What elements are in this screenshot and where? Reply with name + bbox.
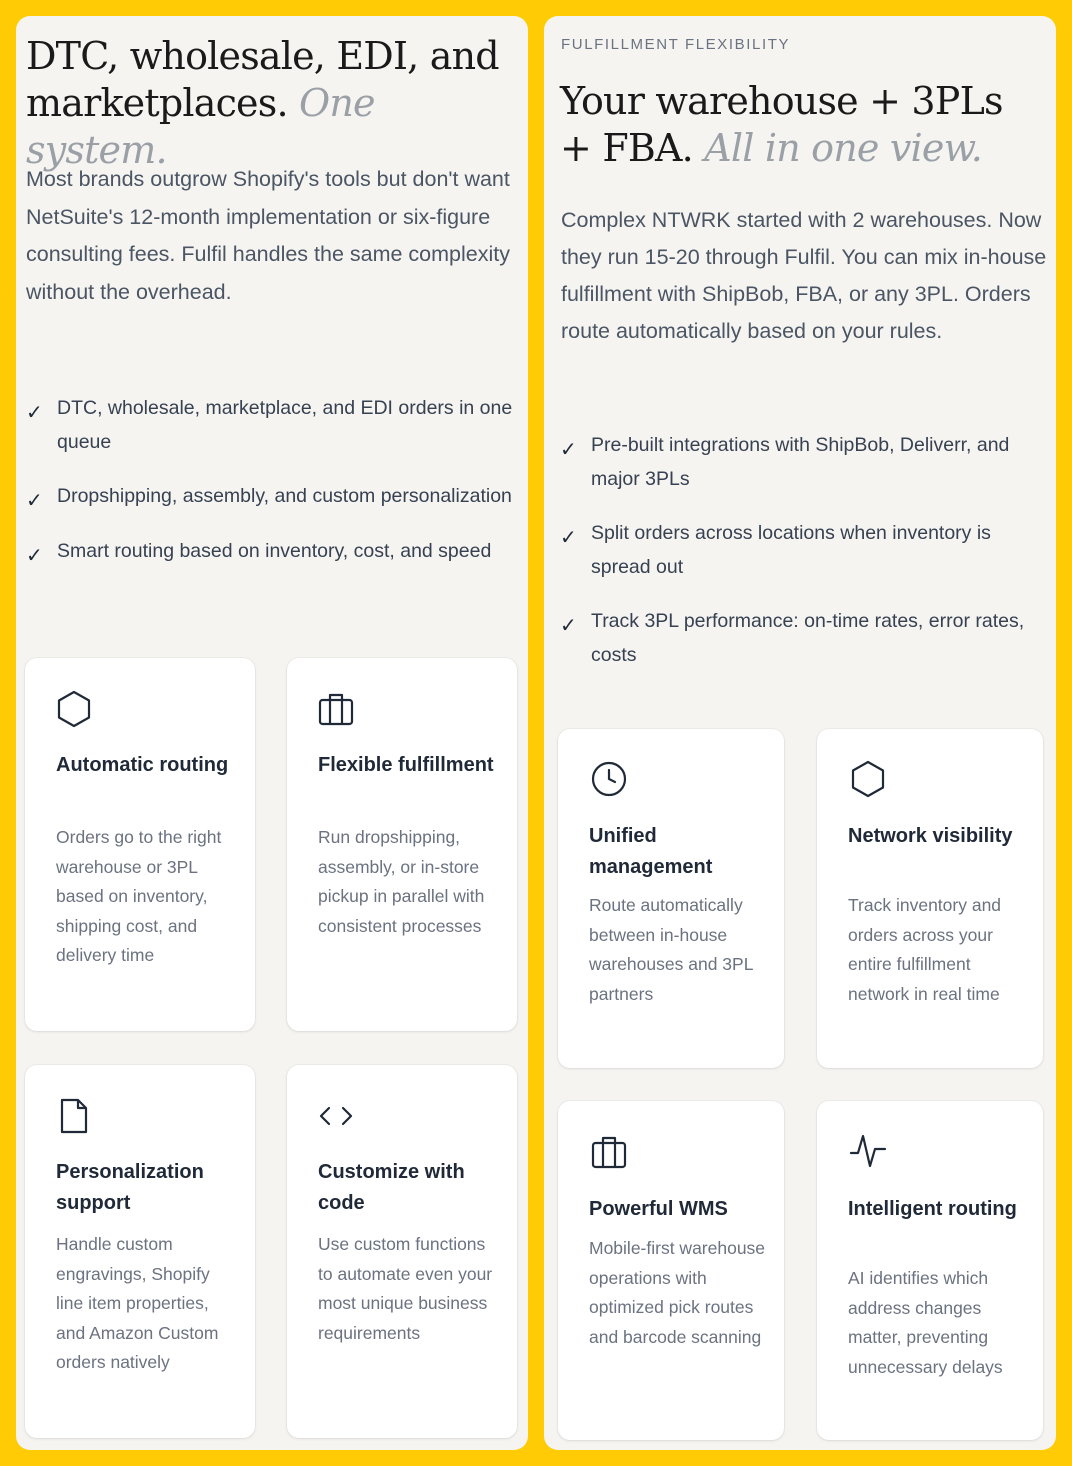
checklist-item: ✓ DTC, wholesale, marketplace, and EDI orders in one queue [26,397,513,453]
checklist-item: ✓ Pre-built integrations with ShipBob, Deliverr, and major 3PLs [560,434,1010,490]
feature-card-powerful-wms [558,1101,784,1440]
feature-card-customize-with-code [287,1065,517,1438]
check-icon: ✓ [560,437,577,461]
check-icon: ✓ [26,542,43,567]
right-lead: Complex NTWRK started with 2 warehouses. Now they run 15-20 through Fulfil. You can mix in-house fulfillment with ShipBob, FBA, or any 3PL. Orders route automatically based on your rules. [561,208,1047,343]
card-title: Automatic routing [56,754,229,776]
feature-card-network-visibility [817,729,1043,1068]
file-icon [54,1096,94,1136]
left-checklist [26,392,516,589]
card-description: Orders go to the right warehouse or 3PL based on inventory, shipping cost, and delivery time [56,827,222,965]
feature-card-flexible-fulfillment [287,658,517,1031]
card-title: Unified management [589,825,713,878]
feature-card-unified-management [558,729,784,1068]
left-heading-main: DTC, wholesale, EDI, and marketplaces. [26,34,499,125]
check-icon: ✓ [26,488,43,512]
card-description: Track inventory and orders across your entire fulfillment network in real time [848,895,1002,1004]
card-description: AI identifies which address changes matter, preventing unnecessary delays [848,1268,1003,1377]
checklist-item: ✓ Split orders across locations when inventory is spread out [560,522,991,578]
card-title: Intelligent routing [848,1198,1017,1220]
checklist-item: ✓ Dropshipping, assembly, and custom personalization [26,485,512,512]
feature-card-automatic-routing [25,658,255,1031]
card-description: Handle custom engravings, Shopify line item properties, and Amazon Custom orders natively [56,1234,219,1372]
section-eyebrow: FULFILLMENT FLEXIBILITY [561,36,791,53]
check-icon: ✓ [560,525,577,549]
clock-icon [589,759,629,799]
feature-card-personalization-support [25,1065,255,1438]
card-description: Mobile-first warehouse operations with optimized pick routes and barcode scanning [589,1238,766,1347]
card-title: Personalization support [56,1161,204,1214]
right-heading [560,78,1030,172]
code-icon [316,1096,356,1136]
checklist-item: ✓ Smart routing based on inventory, cost, and speed [26,539,492,567]
right-checklist [560,429,1050,693]
hexagon-icon [848,759,888,799]
left-lead: Most brands outgrow Shopify's tools but don't want NetSuite's 12-month implementation or six-figure consulting fees. Fulfil handles the same complexity without the overhead. [26,167,510,304]
card-title: Powerful WMS [589,1198,728,1220]
briefcase-icon [589,1132,629,1172]
briefcase-icon [316,689,356,729]
card-title: Customize with code [318,1161,465,1214]
checklist-item: ✓ Track 3PL performance: on-time rates, error rates, costs [560,610,1025,666]
card-title: Network visibility [848,825,1013,847]
card-title: Flexible fulfillment [318,754,494,776]
left-heading [26,33,521,174]
right-panel [544,16,1056,1450]
check-icon: ✓ [26,400,43,424]
hexagon-icon [54,689,94,729]
feature-card-intelligent-routing [817,1101,1043,1440]
check-icon: ✓ [560,613,577,637]
activity-icon [848,1131,888,1171]
card-description: Use custom functions to automate even your most unique business requirements [318,1234,493,1343]
left-panel [16,16,528,1450]
right-heading-main: Your warehouse + 3PLs + FBA. [560,79,1003,170]
card-description: Route automatically between in-house warehouses and 3PL partners [589,895,753,1004]
right-heading-accent: All in one view. [704,126,983,170]
left-heading-accent: One system. [26,81,375,172]
card-description: Run dropshipping, assembly, or in-store pickup in parallel with consistent processes [318,827,485,936]
